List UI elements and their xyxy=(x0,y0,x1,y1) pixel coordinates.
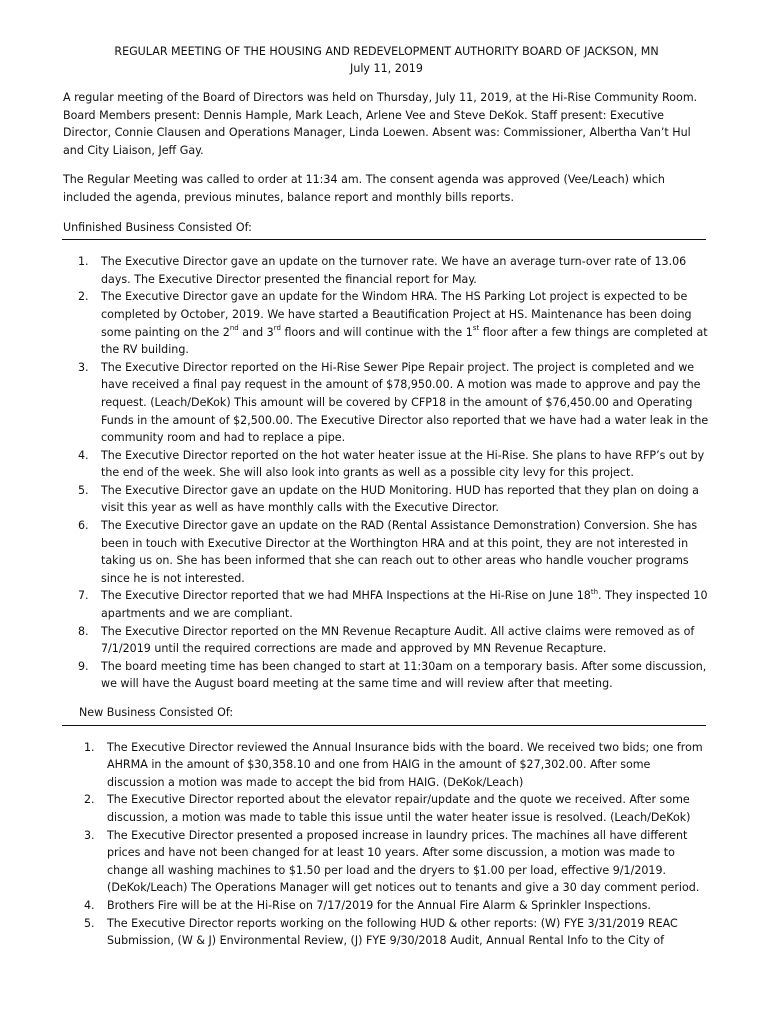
item-text: . They inspected 10 apartments and we are compliant. xyxy=(101,589,708,621)
attendance-paragraph: A regular meeting of the Board of Directors was held on Thursday, July 11, 2019, at the Hi-Rise Community Room. Board Members present: Dennis Hample, Mark Leach, Arlene Vee and Steve DeKok. Staff present: Executive Director, Connie Clausen and Operations Manager, Linda Loewen. Absent was: Commissioner, Albertha Van’t Hul and City Liaison, Jeff Gay. xyxy=(63,91,698,157)
item-number: 5. xyxy=(84,916,95,930)
list-item xyxy=(63,623,710,658)
unfinished-business-rule xyxy=(62,239,706,240)
item-text: The Executive Director reports working on the following HUD & other reports: (W) FYE 3/31/2019 REAC Submission, (W & J) Environmental Review, (J) FYE 9/30/2018 Audit, Annual Rental Info to the City of xyxy=(107,916,678,948)
item-number: 7. xyxy=(78,589,89,603)
list-item xyxy=(63,739,710,792)
item-text: The Executive Director reported on the Hi-Rise Sewer Pipe Repair project. The project is completed and we have received a final pay request in the amount of $78,950.00. A motion was made to approve and pay the request. (Leach/DeKok) This amount will be covered by CFP18 in the amount of $76,450.00 and Operating Funds in the amount of $2,500.00. The Executive Director also reported that we have had a water leak in the community room and had to replace a pipe. xyxy=(101,360,709,445)
list-item xyxy=(63,915,710,950)
meeting-date: July 11, 2019 xyxy=(350,61,423,75)
item-text: The Executive Director gave an update on the HUD Monitoring. HUD has reported that they plan on doing a visit this year as well as have monthly calls with the Executive Director. xyxy=(101,483,699,515)
item-number: 5. xyxy=(78,483,89,497)
item-number: 4. xyxy=(84,898,95,912)
item-number: 2. xyxy=(78,290,89,304)
item-text: The Executive Director presented a proposed increase in laundry prices. The machines all have different prices and have not been changed for at least 10 years. After some discussion, a motion was made to change all washing machines to $1.50 per load and the dryers to $1.00 per load, effective 9/1/2019. (DeKok/Leach) The Operations Manager will get notices out to tenants and give a 30 day comment period. xyxy=(107,828,700,895)
ordinal-suffix: th xyxy=(590,587,599,596)
item-text: The Executive Director gave an update on the turnover rate. We have an average turn-over rate of 13.06 days. The Executive Director presented the financial report for May. xyxy=(101,255,687,286)
list-item xyxy=(63,791,710,826)
unfinished-business-list xyxy=(63,253,710,693)
item-text: The Executive Director reported that we had MHFA Inspections at the Hi-Rise on June 18 xyxy=(101,589,591,603)
item-number: 9. xyxy=(78,659,89,673)
unfinished-business-heading: Unfinished Business Consisted Of: xyxy=(63,220,252,234)
item-text: floor after a few things are completed at the RV building. xyxy=(101,325,708,357)
item-number: 3. xyxy=(78,360,89,374)
item-text: The Executive Director gave an update on the RAD (Rental Assistance Demonstration) Conversion. She has been in touch with Executive Director at the Worthington HRA and at this point, they are not interested in taking us on. She has been informed that she can reach out to other areas who handle voucher programs since he is not interested. xyxy=(101,519,698,585)
new-business-rule xyxy=(62,725,706,726)
ordinal-suffix: st xyxy=(472,323,480,332)
item-number: 2. xyxy=(84,793,95,807)
item-text: Brothers Fire will be at the Hi-Rise on 7/17/2019 for the Annual Fire Alarm & Sprinkler Inspections. xyxy=(107,898,651,912)
item-number: 3. xyxy=(84,828,95,842)
item-text: The Executive Director gave an update for the Windom HRA. The HS Parking Lot project is expected to be completed by October, 2019. We have started a Beautification Project at HS. Maintenance has been doing some painting on the 2 xyxy=(101,290,692,339)
document-title: REGULAR MEETING OF THE HOUSING AND REDEVELOPMENT AUTHORITY BOARD OF JACKSON, MN xyxy=(114,45,659,58)
list-item xyxy=(63,658,710,693)
item-text: The Executive Director reported on the MN Revenue Recapture Audit. All active claims were removed as of 7/1/2019 until the required corrections are made and approved by MN Revenue Recapture. xyxy=(101,624,695,656)
list-item xyxy=(63,897,710,915)
new-business-list xyxy=(63,739,710,950)
ordinal-suffix: rd xyxy=(273,323,281,332)
ordinal-suffix: nd xyxy=(229,323,239,332)
item-number: 1. xyxy=(78,255,89,269)
item-text: The Executive Director reported on the hot water heater issue at the Hi-Rise. She plans to have RFP’s out by the end of the week. She will also look into grants as well as a possible city levy for this project. xyxy=(101,448,705,480)
item-text: The board meeting time has been changed to start at 11:30am on a temporary basis. After some discussion, we will have the August board meeting at the same time and will review after that meeting. xyxy=(101,659,707,691)
new-business-heading: New Business Consisted Of: xyxy=(79,706,234,719)
item-text: The Executive Director reported about the elevator repair/update and the quote we received. After some discussion, a motion was made to table this issue until the water heater issue is resolved. (Leach/DeKok) xyxy=(107,793,691,824)
item-number: 8. xyxy=(78,624,89,638)
item-number: 6. xyxy=(78,519,89,533)
item-number: 4. xyxy=(78,448,89,462)
list-item xyxy=(63,827,710,897)
item-text: floors and will continue with the 1 xyxy=(280,325,473,339)
call-to-order-paragraph: The Regular Meeting was called to order at 11:34 am. The consent agenda was approved (Vee/Leach) which included the agenda, previous minutes, balance report and monthly bills reports. xyxy=(63,173,665,204)
list-item xyxy=(63,482,710,517)
item-text: The Executive Director reviewed the Annual Insurance bids with the board. We received two bids; one from AHRMA in the amount of $30,358.10 and one from HAIG in the amount of $27,302.00. After some discussion a motion was made to accept the bid from HAIG. (DeKok/Leach) xyxy=(107,740,703,789)
item-number: 1. xyxy=(84,740,95,754)
item-text: and 3 xyxy=(238,325,274,339)
list-item xyxy=(63,587,710,622)
list-item xyxy=(63,288,710,358)
list-item xyxy=(63,517,710,587)
list-item xyxy=(63,359,710,447)
list-item xyxy=(63,447,710,482)
list-item xyxy=(63,253,710,288)
